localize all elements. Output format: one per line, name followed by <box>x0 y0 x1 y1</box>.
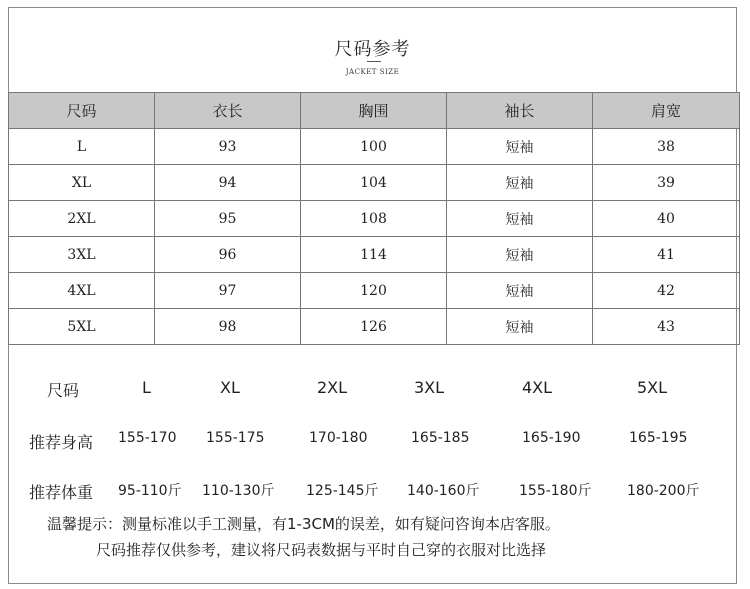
recommend-size: XL <box>220 378 240 397</box>
table-row <box>9 129 740 165</box>
recommend-weight: 125-145斤 <box>306 483 379 499</box>
cell-size: 3XL <box>9 237 155 273</box>
cell-size: L <box>9 129 155 165</box>
title-divider <box>367 61 381 62</box>
cell-length: 95 <box>155 201 301 237</box>
cell-length: 97 <box>155 273 301 309</box>
recommendation-section <box>9 348 736 508</box>
recommend-height: 155-175 <box>206 430 265 446</box>
cell-length: 93 <box>155 129 301 165</box>
cell-chest: 114 <box>301 237 447 273</box>
recommend-weight: 155-180斤 <box>519 483 592 499</box>
cell-shoulder: 39 <box>593 165 740 201</box>
cell-size: 5XL <box>9 309 155 345</box>
table-header-row <box>9 93 740 129</box>
recommend-height: 170-180 <box>309 430 368 446</box>
recommend-height: 165-190 <box>522 430 581 446</box>
table-row <box>9 201 740 237</box>
cell-size: 4XL <box>9 273 155 309</box>
header-size: 尺码 <box>9 93 155 129</box>
recommend-weight-row <box>9 480 736 504</box>
tip-line-1: 温馨提示：测量标准以手工测量，有1-3CM的误差，如有疑问咨询本店客服。 <box>47 515 560 533</box>
recommend-height: 155-170 <box>118 430 177 446</box>
title-block <box>9 8 736 92</box>
cell-length: 94 <box>155 165 301 201</box>
recommend-height: 165-195 <box>629 430 688 446</box>
header-sleeve: 袖长 <box>447 93 593 129</box>
cell-shoulder: 41 <box>593 237 740 273</box>
table-row <box>9 309 740 345</box>
recommend-weight: 110-130斤 <box>202 483 275 499</box>
recommend-height-label: 推荐身高 <box>29 433 94 452</box>
recommend-weight-label: 推荐体重 <box>29 483 94 502</box>
cell-sleeve: 短袖 <box>447 129 593 165</box>
cell-shoulder: 38 <box>593 129 740 165</box>
cell-chest: 104 <box>301 165 447 201</box>
table-row <box>9 165 740 201</box>
recommend-size: 4XL <box>522 378 553 397</box>
cell-chest: 100 <box>301 129 447 165</box>
table-row <box>9 237 740 273</box>
cell-shoulder: 42 <box>593 273 740 309</box>
header-chest: 胸围 <box>301 93 447 129</box>
recommend-size: L <box>142 378 151 397</box>
cell-shoulder: 43 <box>593 309 740 345</box>
cell-shoulder: 40 <box>593 201 740 237</box>
chart-title: 尺码参考 <box>334 39 411 60</box>
cell-chest: 108 <box>301 201 447 237</box>
recommend-size-row <box>9 378 736 402</box>
cell-size: XL <box>9 165 155 201</box>
recommend-size-label: 尺码 <box>47 381 80 400</box>
cell-length: 96 <box>155 237 301 273</box>
recommend-size: 2XL <box>317 378 348 397</box>
recommend-weight: 180-200斤 <box>627 483 700 499</box>
cell-sleeve: 短袖 <box>447 237 593 273</box>
cell-sleeve: 短袖 <box>447 201 593 237</box>
cell-sleeve: 短袖 <box>447 309 593 345</box>
tip-line-2: 尺码推荐仅供参考，建议将尺码表数据与平时自己穿的衣服对比选择 <box>96 541 547 559</box>
table-row <box>9 273 740 309</box>
cell-chest: 120 <box>301 273 447 309</box>
recommend-size: 3XL <box>414 378 445 397</box>
cell-size: 2XL <box>9 201 155 237</box>
header-length: 衣长 <box>155 93 301 129</box>
cell-sleeve: 短袖 <box>447 273 593 309</box>
cell-chest: 126 <box>301 309 447 345</box>
cell-sleeve: 短袖 <box>447 165 593 201</box>
chart-subtitle: JACKET SIZE <box>345 68 400 76</box>
size-table <box>8 92 740 345</box>
header-shoulder: 肩宽 <box>593 93 740 129</box>
recommend-height-row <box>9 430 736 454</box>
recommend-weight: 140-160斤 <box>407 483 480 499</box>
recommend-size: 5XL <box>637 378 668 397</box>
recommend-weight: 95-110斤 <box>118 483 182 499</box>
cell-length: 98 <box>155 309 301 345</box>
size-chart-frame <box>8 7 737 584</box>
recommend-height: 165-185 <box>411 430 470 446</box>
